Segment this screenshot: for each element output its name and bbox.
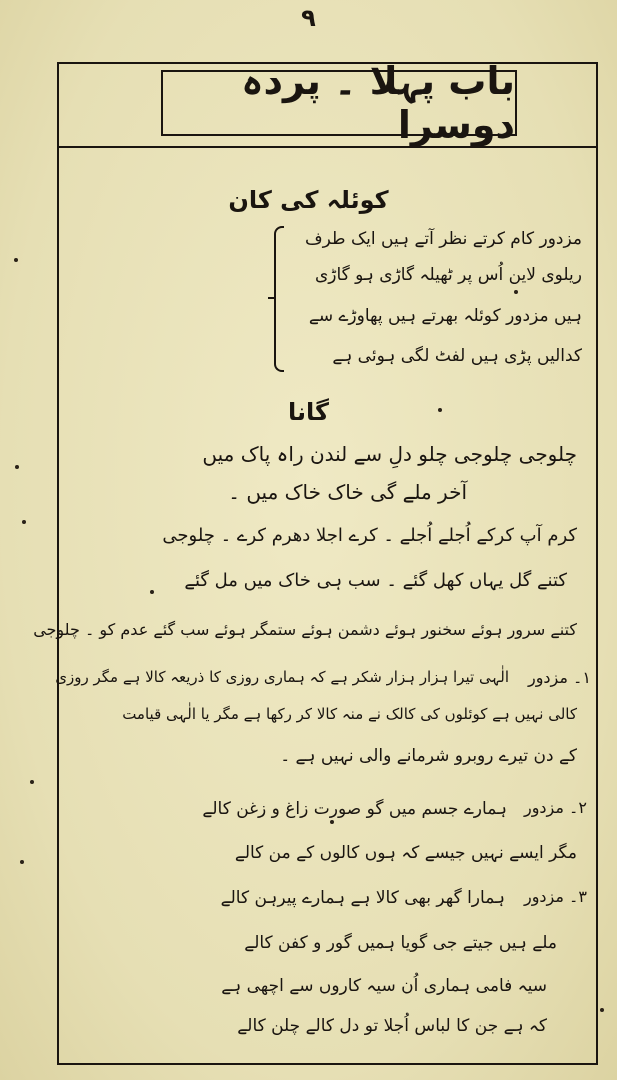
- song-line: کتنے سرور ہوئے سخنور ہوئے دشمن ہوئے ستمگر ہوئے سب گئے عدم کو ۔ چلوجی: [33, 620, 577, 639]
- dialogue-speaker: ۳۔ مزدور: [523, 887, 587, 906]
- ink-speck: [15, 465, 19, 469]
- stage-direction-line: ہیں مزدور کوئلہ بھرتے ہیں پھاوڑے سے: [308, 306, 582, 326]
- ink-speck: [514, 290, 518, 294]
- ink-speck: [14, 258, 18, 262]
- song-line: چلوجی چلوجی چلو دلِ سے لندن راہ پاک میں: [202, 442, 577, 466]
- dialogue-line: ملے ہیں جیتے جی گویا ہمیں گور و کفن کالے: [244, 933, 557, 953]
- ink-speck: [600, 1008, 604, 1012]
- stage-direction-line: مزدور کام کرتے نظر آتے ہیں ایک طرف: [305, 229, 582, 249]
- song-line: کرم آپ کرکے اُجلے اُجلے ۔ کرے اجلا دھرم کرے ۔ چلوجی: [162, 525, 577, 546]
- ink-speck: [20, 860, 24, 864]
- dialogue-line: ہمارا گھر بھی کالا ہے ہمارے پیرہن کالے: [220, 888, 505, 908]
- dialogue-line: ہمارے جسم میں گو صورت زاغ و زغن کالے: [202, 799, 507, 819]
- dialogue-line: کالی نہیں ہے کوئلوں کی کالک نے منہ کالا کر رکھا ہے مگر یا الٰہی قیامت: [122, 705, 577, 723]
- dialogue-line: کہ ہے جن کا لباس اُجلا تو دل کالے چلن کالے: [237, 1016, 547, 1036]
- ink-speck: [330, 820, 334, 824]
- ink-speck: [438, 408, 442, 412]
- stage-direction-brace-tip: [268, 297, 276, 299]
- ink-speck: [150, 590, 154, 594]
- stage-direction-line: ریلوی لاین اُس پر ٹھیلہ گاڑی ہو گاڑی: [314, 265, 582, 285]
- stage-direction-brace: [274, 226, 284, 372]
- dialogue-speaker: ۲۔ مزدور: [523, 798, 587, 817]
- stage-direction-line: کدالیں پڑی ہیں لفٹ لگی ہوئی ہے: [332, 346, 582, 366]
- song-line: آخر ملے گی خاک خاک میں ۔: [228, 480, 467, 504]
- chapter-title-box: [161, 59, 517, 147]
- dialogue-line: مگر ایسے نہیں جیسے کہ ہوں کالوں کے من کالے: [234, 843, 577, 863]
- ink-speck: [22, 520, 26, 524]
- dialogue-line: سیہ فامی ہماری اُن سیہ کاروں سے اچھی ہے: [221, 976, 547, 996]
- song-line: کتنے گل یہاں کھل گئے ۔ سب ہی خاک میں مل گئے: [184, 570, 567, 591]
- song-heading: گانا: [288, 398, 329, 426]
- dialogue-speaker: ۱۔ مزدور: [527, 668, 591, 687]
- scene-heading: کوئلہ کی کان: [228, 186, 389, 214]
- dialogue-line: کے دن تیرے روبرو شرمانے والی نہیں ہے ۔: [280, 746, 577, 766]
- chapter-title: باب پہلا ۔ پردہ دوسرا: [241, 59, 515, 147]
- ink-speck: [30, 780, 34, 784]
- page-number: ۹: [301, 4, 316, 32]
- dialogue-line: الٰہی تیرا ہزار ہزار شکر ہے کہ ہماری روزی کا ذریعہ کالا ہے مگر روزی: [55, 668, 509, 686]
- title-band: [59, 59, 596, 148]
